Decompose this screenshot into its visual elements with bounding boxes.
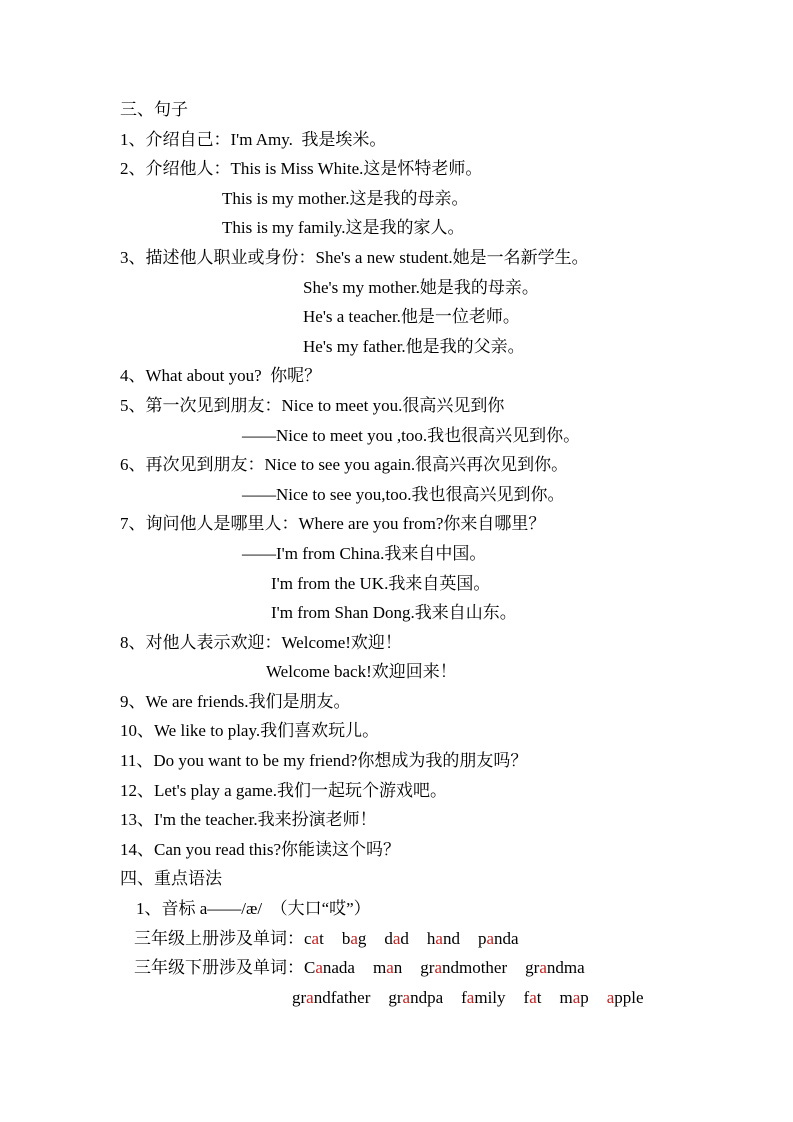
doc-line: 13、I'm the teacher.我来扮演老师！: [120, 810, 377, 830]
accent-letter: a: [386, 958, 394, 978]
vocab-word: [461, 988, 505, 1007]
doc-line: ——Nice to meet you ,too.我也很高兴见到你。: [242, 425, 581, 445]
word-part: ndfather: [313, 987, 371, 1007]
doc-line: 4、What about you? 你呢？: [120, 366, 322, 386]
vocab-word: [607, 988, 644, 1007]
word-part: nada: [322, 958, 355, 978]
vocab-label: 三年级下册涉及单词：: [134, 958, 304, 978]
doc-line: I'm from the UK.我来自英国。: [271, 573, 491, 593]
doc-line: 7、询问他人是哪里人：Where are you from?你来自哪里？: [120, 514, 546, 534]
word-part: b: [341, 928, 351, 948]
vocab-label: 三年级上册涉及单词：: [134, 928, 304, 948]
accent-letter: a: [606, 987, 615, 1007]
word-part: m: [372, 958, 387, 978]
accent-letter: a: [486, 928, 495, 948]
word-part: ndmother: [441, 958, 508, 978]
word-part: gr: [388, 987, 403, 1007]
word-part: C: [304, 958, 316, 978]
vocab-word: [384, 929, 409, 948]
section-heading-grammar: 四、重点语法: [120, 869, 222, 889]
doc-line: [120, 953, 720, 983]
word-part: t: [536, 987, 542, 1007]
section-heading-sentences: 三、句子: [120, 100, 188, 119]
doc-line: 2、介绍他人：This is Miss White.这是怀特老师。: [120, 159, 483, 179]
accent-letter: a: [402, 987, 411, 1007]
doc-line: 5、第一次见到朋友：Nice to meet you.很高兴见到你: [120, 395, 505, 415]
doc-line: He's my father.他是我的父亲。: [303, 336, 525, 356]
accent-letter: a: [435, 928, 443, 948]
doc-line: I'm from Shan Dong.我来自山东。: [271, 603, 517, 623]
vocab-word: [427, 929, 460, 948]
doc-line: 6、再次见到朋友：Nice to see you again.很高兴再次见到你。: [120, 455, 569, 475]
word-part: nd: [442, 928, 460, 948]
doc-line: 1、介绍自己：I'm Amy. 我是埃米。: [120, 129, 387, 149]
vocab-word: [373, 958, 402, 977]
doc-line: 9、We are friends.我们是朋友。: [120, 691, 351, 711]
doc-line: He's a teacher.他是一位老师。: [303, 307, 520, 327]
vocab-word: [559, 988, 588, 1007]
doc-line: This is my family.这是我的家人。: [222, 218, 465, 238]
doc-line: 10、We like to play.我们喜欢玩儿。: [120, 721, 380, 741]
doc-line: ——Nice to see you,too.我也很高兴见到你。: [242, 484, 565, 504]
doc-line: 14、Can you read this?你能读这个吗？: [120, 839, 400, 859]
vocab-word: [292, 988, 370, 1007]
word-part: p: [477, 928, 487, 948]
vocab-word: [388, 988, 443, 1007]
doc-line: [120, 924, 720, 954]
word-part: d: [384, 928, 393, 948]
vocab-word: [304, 929, 324, 948]
vocab-word: [342, 929, 367, 948]
word-part: gr: [525, 958, 540, 978]
word-part: t: [319, 928, 324, 948]
accent-letter: a: [315, 958, 323, 978]
accent-letter: a: [392, 928, 401, 948]
word-part: gr: [292, 987, 307, 1007]
word-part: p: [580, 987, 589, 1007]
word-part: pple: [614, 987, 644, 1007]
word-part: gr: [420, 958, 435, 978]
accent-letter: a: [306, 987, 314, 1007]
word-part: c: [304, 928, 312, 948]
word-part: ndpa: [410, 987, 444, 1007]
word-part: m: [559, 987, 573, 1007]
accent-letter: a: [539, 958, 547, 978]
doc-line: ——I'm from China.我来自中国。: [242, 543, 487, 563]
vocab-word: [420, 958, 507, 977]
word-part: h: [426, 928, 436, 948]
accent-letter: a: [466, 987, 475, 1007]
accent-letter: a: [529, 987, 537, 1007]
doc-line: Welcome back!欢迎回来！: [266, 662, 457, 682]
accent-letter: a: [311, 928, 320, 948]
vocab-word: [304, 958, 355, 977]
accent-letter: a: [350, 928, 358, 948]
word-part: f: [523, 987, 530, 1007]
word-part: mily: [474, 987, 506, 1007]
word-part: d: [400, 928, 409, 948]
accent-letter: a: [434, 958, 442, 978]
word-part: g: [357, 928, 367, 948]
vocab-word: [524, 988, 542, 1007]
doc-line: 1、音标 a——/æ/ （大口“哎”）: [136, 899, 371, 919]
doc-line: She's my mother.她是我的母亲。: [303, 277, 539, 297]
vocab-word: [525, 958, 585, 977]
doc-line: 3、描述他人职业或身份：She's a new student.她是一名新学生。: [120, 247, 589, 267]
doc-line: 11、Do you want to be my friend?你想成为我的朋友吗？: [120, 751, 528, 771]
doc-line: [120, 983, 720, 1013]
word-part: n: [393, 958, 403, 978]
vocab-word: [478, 929, 519, 948]
doc-line: 12、Let's play a game.我们一起玩个游戏吧。: [120, 780, 447, 800]
accent-letter: a: [572, 987, 581, 1007]
word-part: f: [461, 987, 467, 1007]
word-part: nda: [494, 928, 519, 948]
doc-line: 8、对他人表示欢迎：Welcome!欢迎！: [120, 632, 402, 652]
document-content: [120, 95, 720, 1012]
word-part: ndma: [546, 958, 585, 978]
doc-line: This is my mother.这是我的母亲。: [222, 188, 469, 208]
